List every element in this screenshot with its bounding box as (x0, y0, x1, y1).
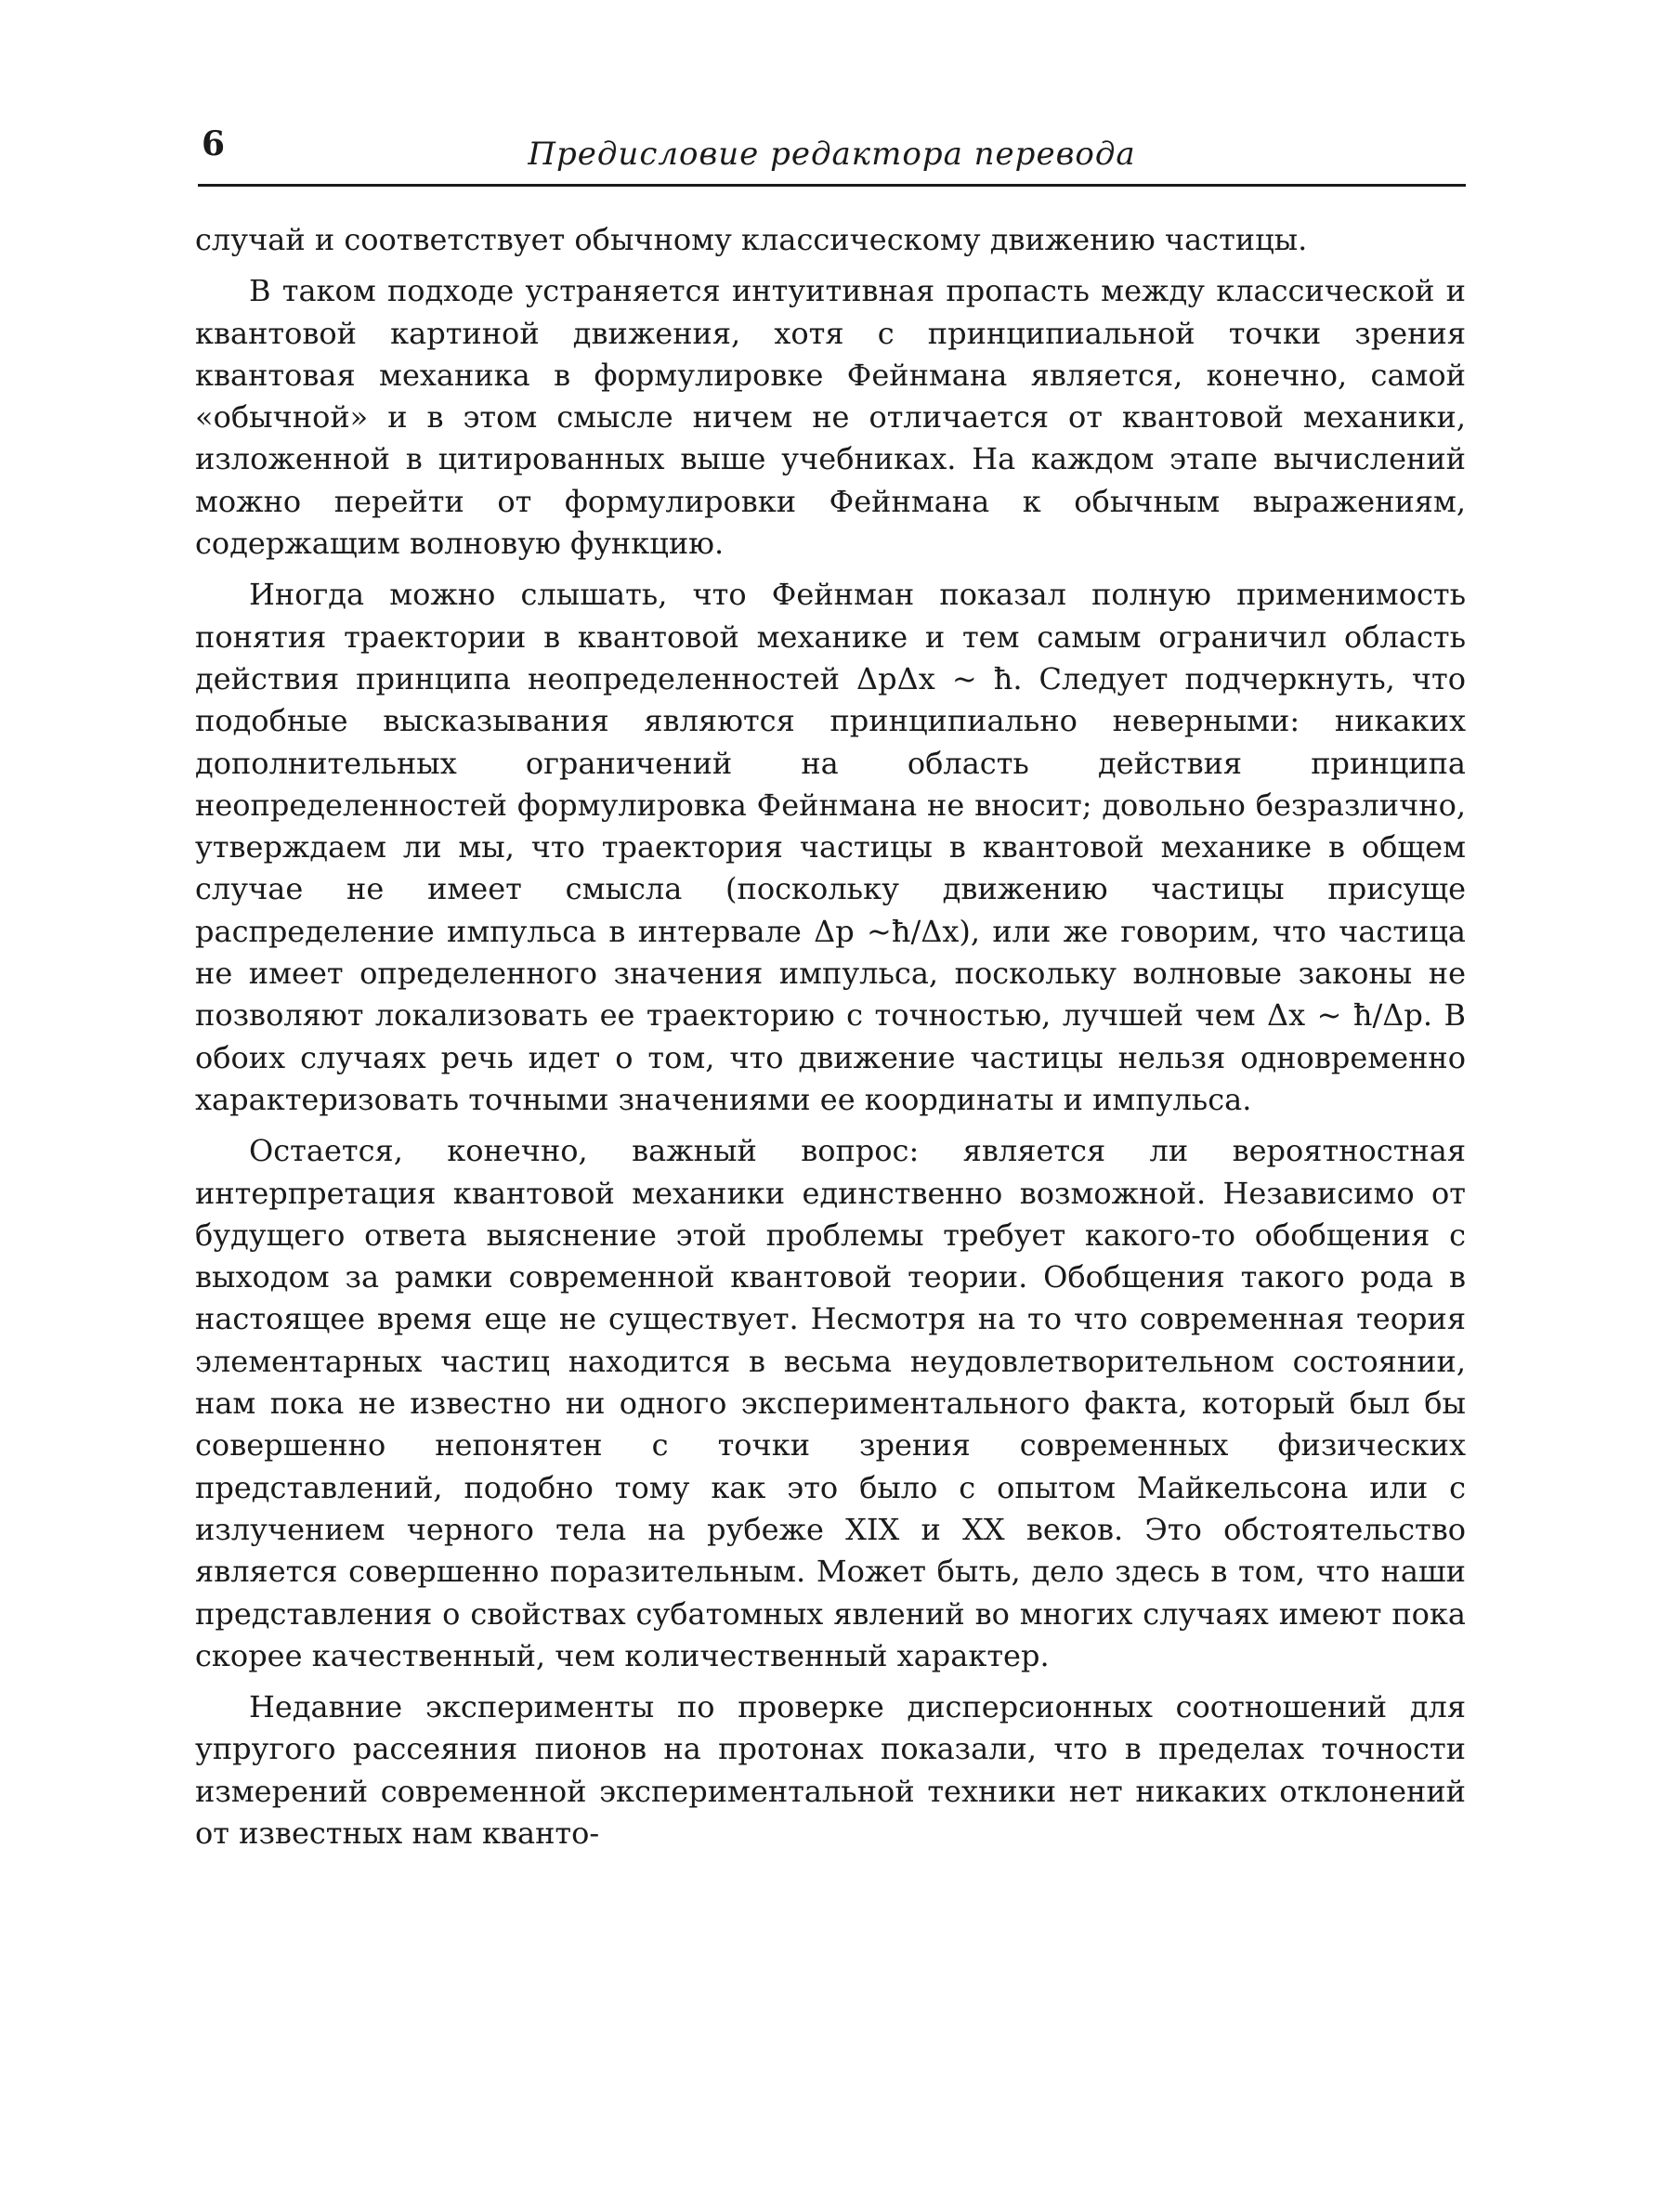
paragraph: Иногда можно слышать, что Фейнман показал полную применимость понятия траектории в квантовой механике и тем самым ограничил область действия принципа неопределенностей ΔpΔx ~ ħ. Следует подчеркнуть, что подобные высказывания являются принципиально неверными: никаких дополнительных ограничений на область действия принципа неопределенностей формулировка Фейнмана не вносит; довольно безразлично, утверждаем ли мы, что траектория частицы в квантовой механике в общем случае не имеет смысла (поскольку движению частицы присуще распределение импульса в интервале Δp ~ħ/Δx), или же говорим, что частица не имеет определенного значения импульса, поскольку волновые законы не позволяют локализовать ее траекторию с точностью, лучшей чем Δx ~ ħ/Δp. В обоих случаях речь идет о том, что движение частицы нельзя одновременно характеризовать точными значениями ее координаты и импульса. (195, 577, 1466, 1117)
paragraph: Остается, конечно, важный вопрос: является ли вероятностная интерпретация квантовой механики единственно возможной. Независимо от будущего ответа выяснение этой проблемы требует какого-то обобщения с выходом за рамки современной квантовой теории. Обобщения такого рода в настоящее время еще не существует. Несмотря на то что современная теория элементарных частиц находится в весьма неудовлетворительном состоянии, нам пока не известно ни одного экспериментального факта, который был бы совершенно непонятен с точки зрения современных физических представлений, подобно тому как это было с опытом Майкельсона или с излучением черного тела на рубеже XIX и XX веков. Это обстоятельство является совершенно поразительным. Может быть, дело здесь в том, что наши представления о свойствах субатомных явлений во многих случаях имеют пока скорее качественный, чем количественный характер. (195, 1133, 1466, 1673)
page-number: 6 (202, 124, 226, 163)
body-text (195, 219, 1466, 1864)
paragraph: В таком подходе устраняется интуитивная пропасть между классической и квантовой картиной движения, хотя с принципиальной точки зрения квантовая механика в формулировке Фейнмана является, конечно, самой «обычной» и в этом смысле ничем не отличается от квантовой механики, изложенной в цитированных выше учебниках. На каждом этапе вычислений можно перейти от формулировки Фейнмана к обычным выражениям, содержащим волновую функцию. (195, 273, 1466, 562)
paragraph-continued: случай и соответствует обычному классическому движению частицы. (195, 222, 1308, 257)
running-head-title: Предисловие редактора перевода (528, 136, 1136, 173)
paragraph: Недавние эксперименты по проверке дисперсионных соотношений для упругого рассеяния пионов на протонах показали, что в пределах точности измерений современной экспериментальной техники нет никаких отклонений от известных нам кванто- (195, 1689, 1466, 1851)
running-head (198, 119, 1466, 187)
